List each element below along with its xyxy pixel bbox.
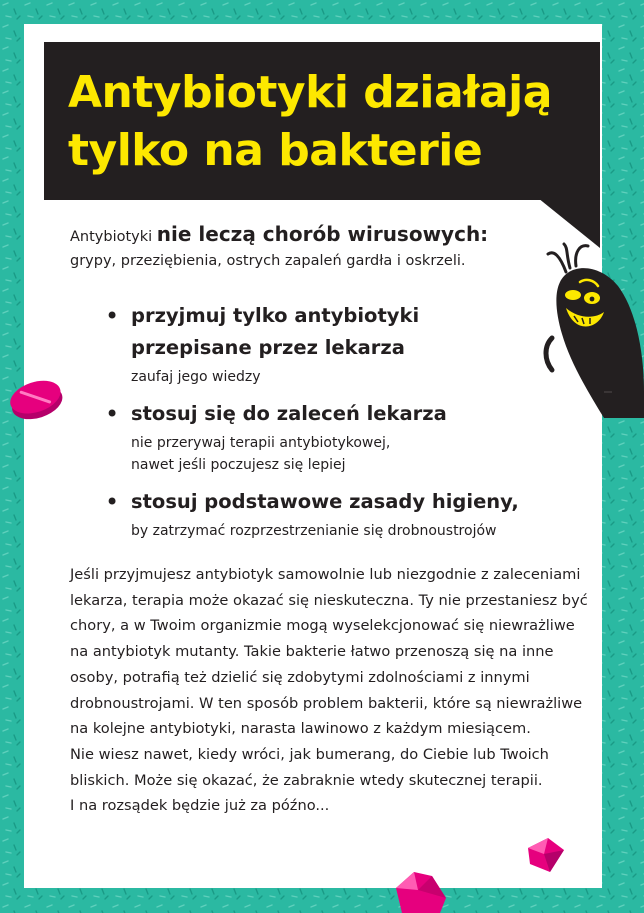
bullet-description: nie przerywaj terapii antybiotykowej, bbox=[131, 435, 391, 451]
crystal-icon bbox=[392, 868, 450, 913]
body-line: bliskich. Może się okazać, że zabraknie wtedy skutecznej terapii. bbox=[70, 771, 543, 789]
pill-icon bbox=[6, 374, 66, 424]
bullet-dot: • bbox=[105, 488, 120, 516]
bullet-dot: • bbox=[105, 400, 120, 428]
body-paragraph bbox=[70, 562, 588, 819]
bullet-description: by zatrzymać rozprzestrzenianie się drobnoustrojów bbox=[131, 523, 497, 539]
body-line: I na rozsądek będzie już za późno... bbox=[70, 797, 330, 815]
intro-emphasis: nie leczą chorób wirusowych: bbox=[156, 222, 489, 246]
crystal-icon bbox=[522, 834, 568, 876]
bullet-heading: stosuj podstawowe zasady higieny, bbox=[131, 490, 519, 513]
intro-prefix: Antybiotyki bbox=[70, 229, 153, 245]
list-item bbox=[105, 300, 565, 388]
body-line: osoby, potrafią też dzielić się zdobytymi zdolnościami z innymi bbox=[70, 668, 530, 686]
list-item bbox=[105, 486, 565, 542]
list-item bbox=[105, 398, 565, 476]
title-line-2: tylko na bakterie bbox=[68, 125, 483, 176]
intro-detail: grypy, przeziębienia, ostrych zapaleń gardła i oskrzeli. bbox=[70, 253, 466, 269]
body-line: Nie wiesz nawet, kiedy wróci, jak bumerang, do Ciebie lub Twoich bbox=[70, 745, 549, 763]
bullet-description: zaufaj jego wiedzy bbox=[131, 369, 261, 385]
page-title bbox=[68, 64, 588, 180]
body-line: drobnoustrojami. W ten sposób problem bakterii, które są niewrażliwe bbox=[70, 694, 583, 712]
body-line: Jeśli przyjmujesz antybiotyk samowolnie lub niezgodnie z zaleceniami bbox=[70, 566, 581, 583]
title-line-1: Antybiotyki działają bbox=[68, 67, 552, 118]
advice-list bbox=[105, 300, 565, 542]
body-line: chory, a w Twoim organizmie mogą wyselekcjonować się niewrażliwe bbox=[70, 617, 575, 635]
bullet-heading: przyjmuj tylko antybiotyki bbox=[131, 304, 420, 327]
body-line: na kolejne antybiotyki, narasta lawinowo z każdym miesiącem. bbox=[70, 720, 531, 738]
body-line: na antybiotyk mutanty. Takie bakterie łatwo przenoszą się na inne bbox=[70, 643, 554, 661]
body-line: lekarza, terapia może okazać się nieskuteczna. Ty nie przestaniesz być bbox=[70, 591, 588, 609]
intro-paragraph bbox=[70, 222, 550, 273]
bacterium-character bbox=[540, 242, 644, 418]
bullet-heading: przepisane przez lekarza bbox=[131, 336, 405, 359]
bullet-description: nawet jeśli poczujesz się lepiej bbox=[131, 457, 346, 473]
bullet-heading: stosuj się do zaleceń lekarza bbox=[131, 402, 447, 425]
bullet-dot: • bbox=[105, 302, 120, 330]
